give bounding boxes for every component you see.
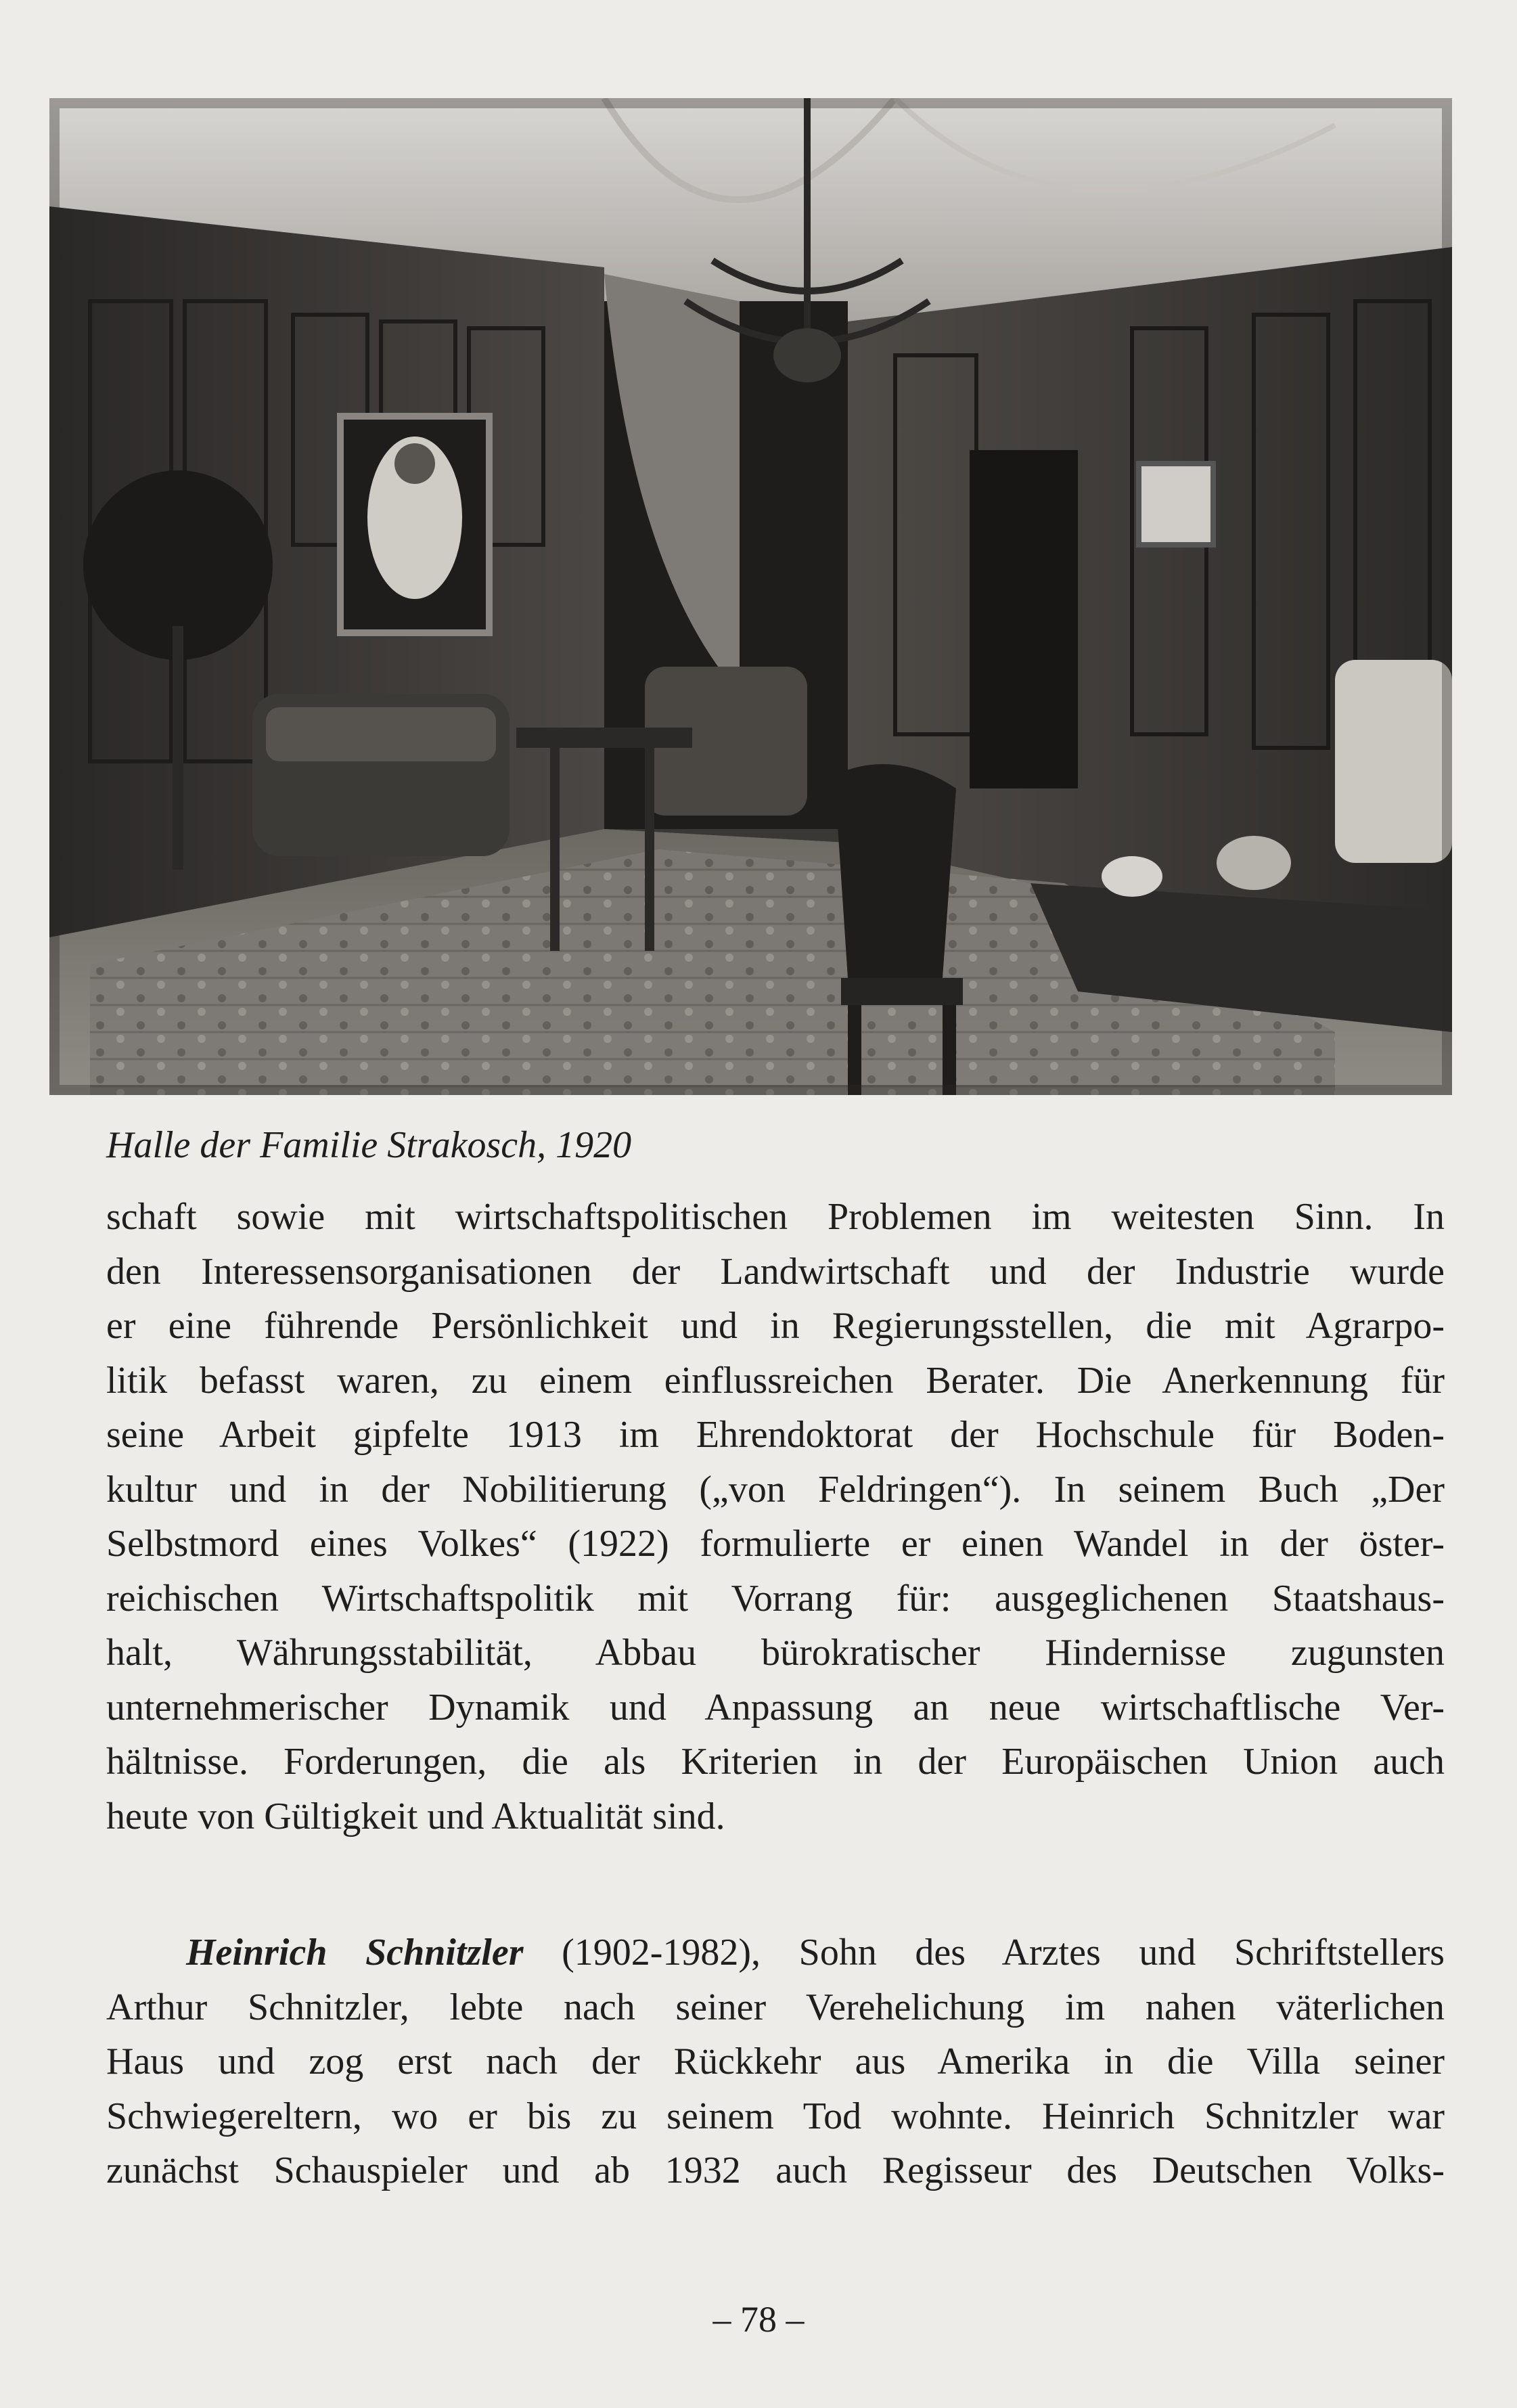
figure-caption: Halle der Familie Strakosch, 1920: [106, 1124, 632, 1166]
text-line: den Interessensorganisationen der Landwirtschaft und der Industrie wurde: [106, 1250, 1445, 1293]
text-line: hältnisse. Forderungen, die als Kriterien in der Europäischen Union auch: [106, 1741, 1445, 1783]
paragraph-1: [106, 1190, 1445, 1844]
text-line: unternehmerischer Dynamik und Anpassung an neue wirtschaftlische Ver-: [106, 1686, 1445, 1729]
text-line: halt, Währungsstabilität, Abbau bürokratischer Hindernisse zugunsten: [106, 1632, 1445, 1674]
text-line: Schwiegereltern, wo er bis zu seinem Tod wohnte. Heinrich Schnitzler war: [106, 2095, 1445, 2137]
text-line: heute von Gültigkeit und Aktualität sind.: [106, 1795, 725, 1837]
person-name: Heinrich Schnitzler: [186, 1932, 524, 1974]
paragraph-2: [106, 1925, 1445, 2198]
text-line: litik befasst waren, zu einem einflussreichen Berater. Die Anerkennung für: [106, 1359, 1445, 1402]
text-line: Selbstmord eines Volkes“ (1922) formulierte er einen Wandel in der öster-: [106, 1523, 1445, 1565]
first-line-rest: (1902-1982), Sohn des Arztes und Schriftstellers: [523, 1932, 1445, 1974]
text-line: schaft sowie mit wirtschaftspolitischen Problemen im weitesten Sinn. In: [106, 1196, 1445, 1238]
text-line: reichischen Wirtschaftspolitik mit Vorrang für: ausgeglichenen Staatshaus-: [106, 1577, 1445, 1620]
text-line: er eine führende Persönlichkeit und in Regierungsstellen, die mit Agrarpo-: [106, 1305, 1445, 1347]
text-line: zunächst Schauspieler und ab 1932 auch Regisseur des Deutschen Volks-: [106, 2149, 1445, 2191]
text-line-first: [106, 1925, 1445, 1980]
hall-photograph-image: [49, 98, 1452, 1095]
text-line: kultur und in der Nobilitierung („von Feldringen“). In seinem Buch „Der: [106, 1468, 1445, 1511]
text-line: Haus und zog erst nach der Rückkehr aus Amerika in die Villa seiner: [106, 2041, 1445, 2082]
page-number: – 78 –: [712, 2299, 805, 2340]
text-line: Arthur Schnitzler, lebte nach seiner Verehelichung im nahen väterlichen: [106, 1986, 1445, 2028]
text-line: seine Arbeit gipfelte 1913 im Ehrendoktorat der Hochschule für Boden-: [106, 1414, 1445, 1456]
hall-photograph: [49, 98, 1452, 1095]
